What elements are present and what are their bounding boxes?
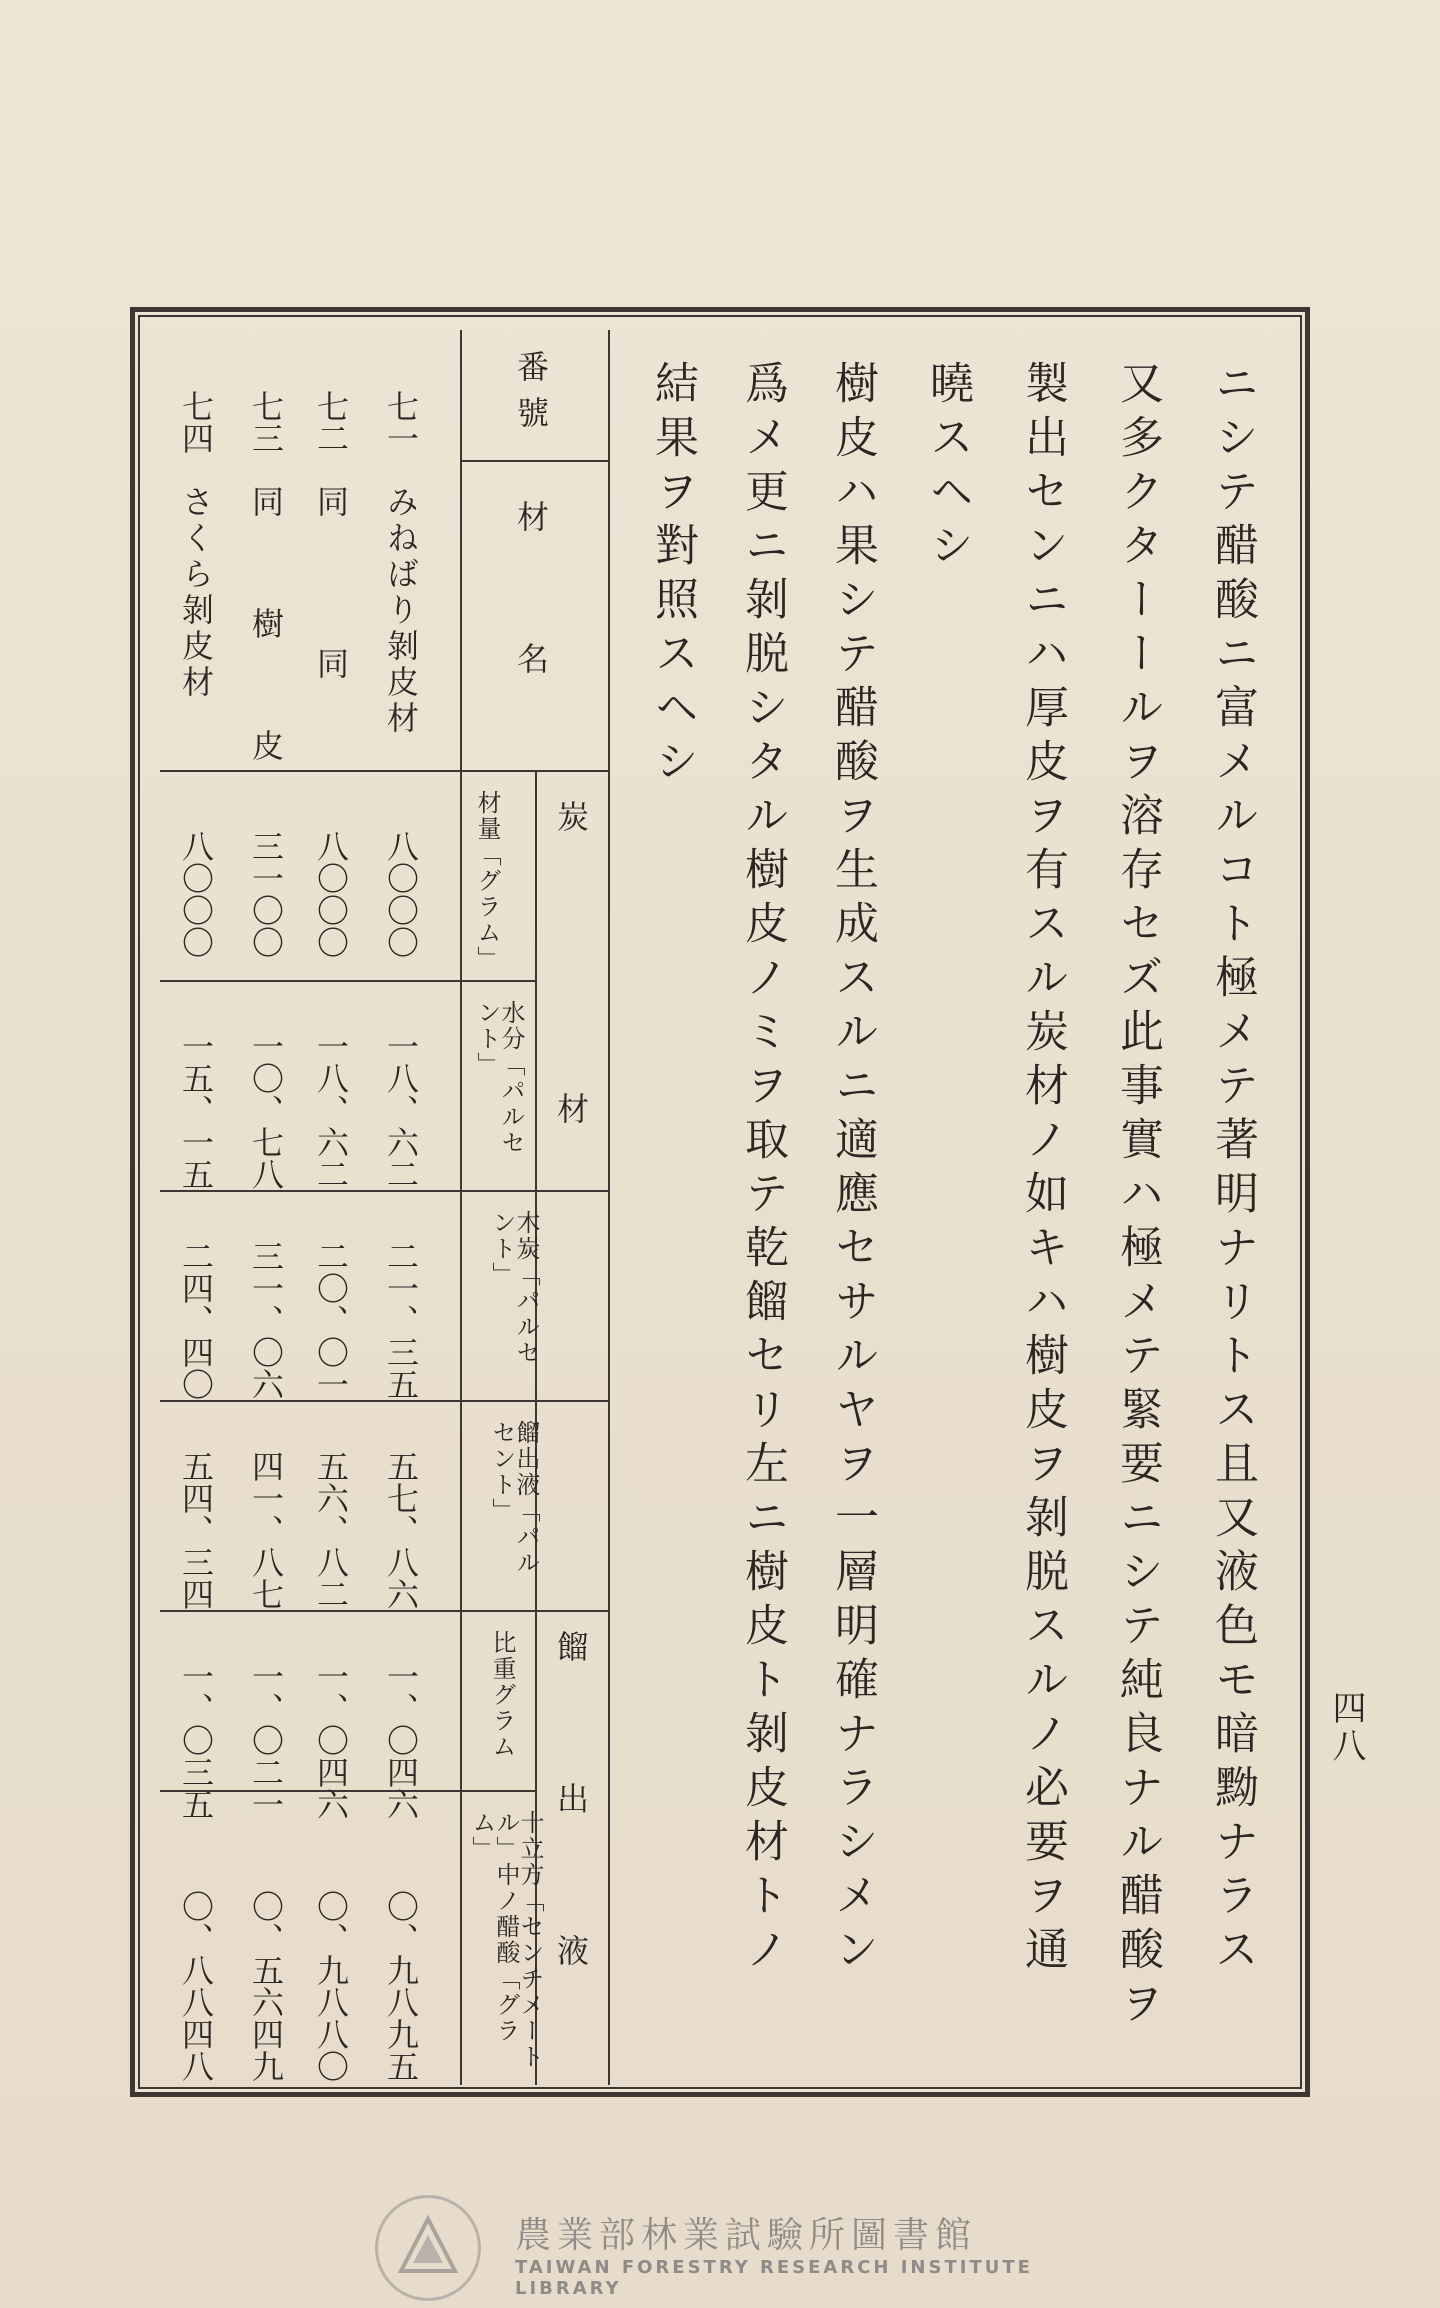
header-moisture: 水分「パルセント」 — [473, 1000, 525, 1156]
body-column-4: 曉スヘシ — [922, 360, 973, 576]
library-seal-icon — [375, 2195, 481, 2301]
row3-charcoal: 三一、〇六 — [247, 1240, 285, 1400]
row4-distillate: 五四、三四 — [177, 1450, 215, 1610]
header-distillate-pct: 餾出液「パルセント」 — [488, 1420, 540, 1576]
row1-moisture: 一八、六二 — [382, 1030, 420, 1190]
row3-name: 同樹皮 — [247, 485, 285, 851]
row2-charcoal: 二〇、〇一 — [312, 1240, 350, 1400]
row1-distillate: 五七、八六 — [382, 1450, 420, 1610]
body-column-6: 爲メ更ニ剝脱シタル樹皮ノミヲ取テ乾餾セリ左ニ樹皮ト剝皮材トノ — [737, 360, 788, 1980]
row3-number: 七三 — [247, 390, 285, 454]
header-divider — [460, 330, 462, 2085]
row2-distillate: 五六、八二 — [312, 1450, 350, 1610]
row-line-1 — [160, 980, 535, 982]
library-name: 農業部林業試驗所圖書館 — [515, 2215, 978, 2256]
row1-name: みねばり剝皮材 — [382, 485, 420, 737]
row-line-4 — [160, 1610, 610, 1612]
row4-amount: 八〇〇〇 — [177, 830, 215, 958]
row3-gravity: 一、〇二一 — [247, 1660, 285, 1820]
row4-name: さくら剝皮材 — [177, 485, 215, 701]
page-number: 四八 — [1326, 1690, 1366, 1766]
library-name-english: TAIWAN FORESTRY RESEARCH INSTITUTE LIBRARY — [515, 2257, 1033, 2299]
header-specific-gravity: 比重グラム — [488, 1630, 516, 1760]
row3-distillate: 四一、八七 — [247, 1450, 285, 1610]
row2-amount: 八〇〇〇 — [312, 830, 350, 958]
row1-charcoal: 二一、三五 — [382, 1240, 420, 1400]
row4-charcoal: 二四、四〇 — [177, 1240, 215, 1400]
header-group-distillate: 餾出液 — [552, 1630, 590, 2086]
body-column-7: 結果ヲ對照スヘシ — [647, 360, 698, 792]
row1-amount: 八〇〇〇 — [382, 830, 420, 958]
row4-acid: 〇、八八四八 — [177, 1890, 215, 2082]
body-column-1: ニシテ醋酸ニ富メルコト極メテ著明ナリトス且又液色モ暗黝ナラス — [1207, 360, 1258, 1980]
row3-acid: 〇、五六四九 — [247, 1890, 285, 2082]
header-acetic-acid: 十立方「センチメートル」中ノ醋酸「グラム」 — [468, 1810, 544, 2070]
header-group-charcoal: 炭材 — [552, 800, 590, 1384]
row2-moisture: 一八、六二 — [312, 1030, 350, 1190]
row2-acid: 〇、九八八〇 — [312, 1890, 350, 2082]
header-line-1 — [460, 460, 608, 462]
row2-name: 同同 — [312, 485, 350, 809]
row2-number: 七二 — [312, 390, 350, 454]
row1-acid: 〇、九八九五 — [382, 1890, 420, 2082]
table-right-border — [608, 330, 610, 2085]
row4-gravity: 一、〇三五 — [177, 1660, 215, 1820]
body-column-5: 樹皮ハ果シテ醋酸ヲ生成スルニ適應セサルヤヲ一層明確ナラシメン — [827, 360, 878, 1980]
header-number: 番號 — [512, 350, 550, 442]
data-table — [160, 330, 610, 2085]
header-charcoal-pct: 木炭「パルセント」 — [488, 1210, 540, 1366]
header-material-name: 材名 — [512, 500, 550, 784]
header-charcoal-amount: 材量「グラム」 — [473, 790, 501, 972]
row3-moisture: 一〇、七八 — [247, 1030, 285, 1190]
row-line-2 — [160, 1190, 610, 1192]
row-line-3 — [160, 1400, 610, 1402]
row3-amount: 三一〇〇 — [247, 830, 285, 958]
body-column-3: 製出センニハ厚皮ヲ有スル炭材ノ如キハ樹皮ヲ剝脱スルノ必要ヲ通 — [1017, 360, 1068, 1980]
row4-number: 七四 — [177, 390, 215, 454]
row1-gravity: 一、〇四六 — [382, 1660, 420, 1820]
row4-moisture: 一五、一五 — [177, 1030, 215, 1190]
row2-gravity: 一、〇四六 — [312, 1660, 350, 1820]
body-column-2: 又多クターールヲ溶存セズ此事實ハ極メテ緊要ニシテ純良ナル醋酸ヲ — [1112, 360, 1163, 2034]
library-watermark — [375, 2195, 1075, 2299]
row1-number: 七一 — [382, 390, 420, 454]
